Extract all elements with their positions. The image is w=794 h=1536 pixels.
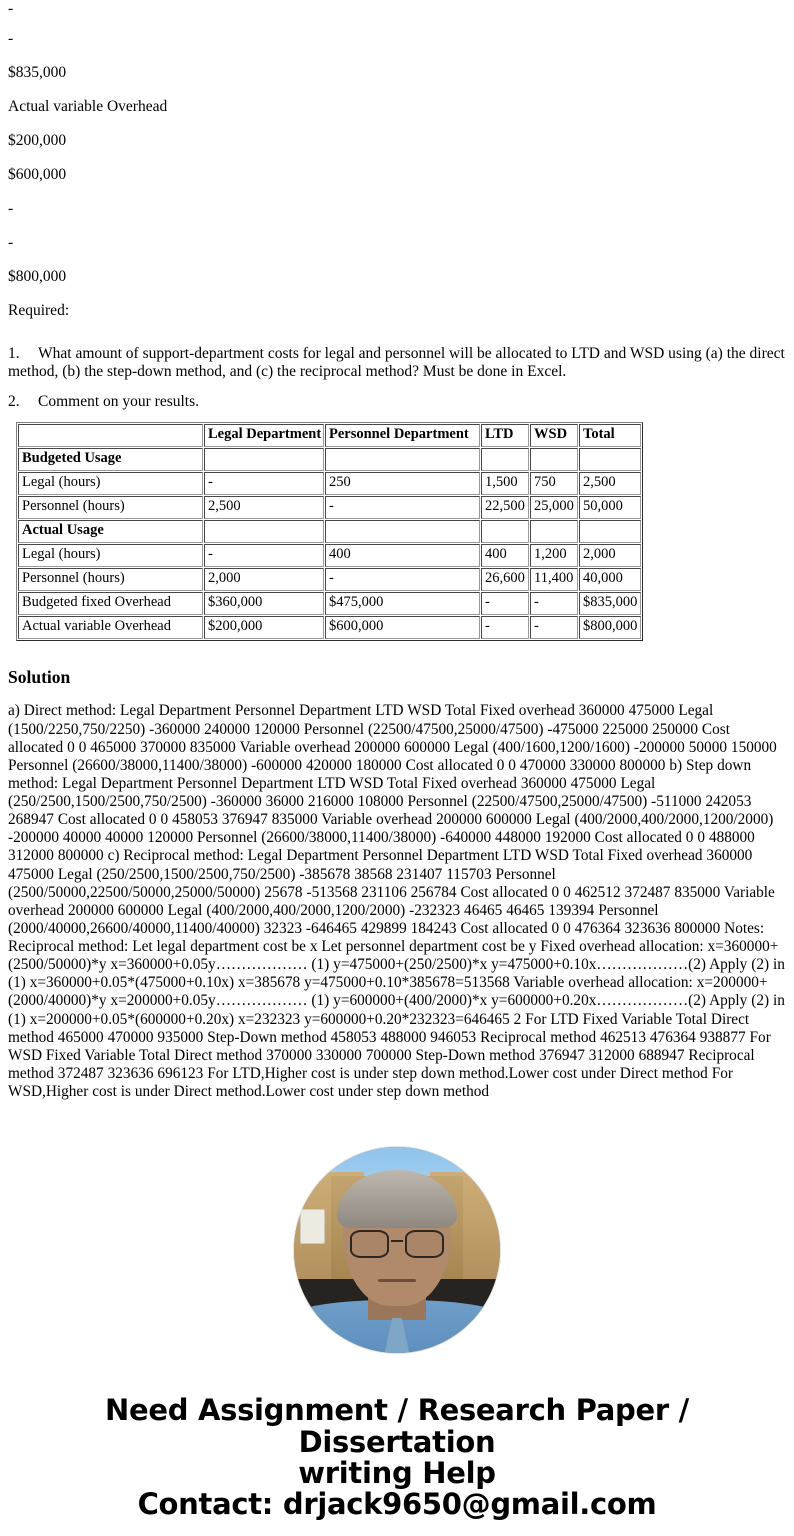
table-header-cell: Legal Department	[204, 424, 324, 447]
table-cell: 11,400	[530, 568, 578, 591]
table-cell	[204, 448, 324, 471]
table-cell	[481, 520, 529, 543]
table-group-actual-usage	[18, 520, 641, 591]
table-cell	[530, 448, 578, 471]
table-cell: $200,000	[204, 616, 324, 639]
required-item-2-text: Comment on your results.	[38, 392, 200, 410]
table-cell: 25,000	[530, 496, 578, 519]
lead-line: -	[8, 0, 14, 17]
table-group-overhead	[18, 592, 641, 639]
photo-person-glasses-left	[350, 1230, 389, 1259]
table-cell: -	[204, 472, 324, 495]
table-cell: Legal (hours)	[18, 544, 203, 567]
spacer	[8, 328, 786, 345]
table-cell: 22,500	[481, 496, 529, 519]
table-cell: $835,000	[579, 592, 641, 615]
required-item-1	[8, 345, 786, 381]
lead-line: -	[8, 200, 14, 218]
table-header-row	[18, 424, 641, 447]
table-header-cell	[18, 424, 203, 447]
table-cell	[579, 520, 641, 543]
table-cell: 400	[325, 544, 480, 567]
table-header-cell: Total	[579, 424, 641, 447]
table-cell: Personnel (hours)	[18, 568, 203, 591]
table-cell: Actual variable Overhead	[18, 616, 203, 639]
avatar	[294, 1147, 500, 1353]
table-row	[18, 496, 641, 519]
table-header-cell: Personnel Department	[325, 424, 480, 447]
table-row	[18, 616, 641, 639]
lead-line: -	[8, 234, 14, 252]
table-cell: Budgeted Usage	[18, 448, 203, 471]
table-cell: 1,200	[530, 544, 578, 567]
required-block	[8, 294, 786, 422]
table-cell: Personnel (hours)	[18, 496, 203, 519]
table-cell: 2,500	[579, 472, 641, 495]
lead-line: Actual variable Overhead	[8, 98, 168, 116]
table-cell: 250	[325, 472, 480, 495]
required-item-2-number: 2.	[8, 392, 20, 410]
table-row	[18, 568, 641, 591]
photo-background-switch	[300, 1209, 325, 1244]
lead-line: $800,000	[8, 268, 67, 286]
table-cell	[204, 520, 324, 543]
footer-line-2: writing Help	[298, 1455, 496, 1490]
table-cell: $360,000	[204, 592, 324, 615]
table-cell: -	[530, 616, 578, 639]
required-item-1-text: What amount of support-department costs for legal and personnel will be allocated to LTD and WSD using (a) the direct method, (b) the step-down method, and (c) the reciprocal method? Must be done in Excel.	[8, 345, 785, 380]
table-cell	[481, 448, 529, 471]
table-row	[18, 592, 641, 615]
required-item-1-number: 1.	[8, 345, 20, 362]
table-cell: 2,000	[579, 544, 641, 567]
table-row	[18, 472, 641, 495]
table-cell: 750	[530, 472, 578, 495]
table-cell: -	[481, 592, 529, 615]
table-cell: -	[325, 568, 480, 591]
table-cell: $800,000	[579, 616, 641, 639]
table-cell: 2,000	[204, 568, 324, 591]
table-cell: 50,000	[579, 496, 641, 519]
table-cell: 1,500	[481, 472, 529, 495]
table-cell: $475,000	[325, 592, 480, 615]
table-header-cell: WSD	[530, 424, 578, 447]
avatar-container	[8, 1147, 786, 1353]
table-row	[18, 448, 641, 471]
table-header-group	[18, 424, 641, 447]
lead-line: -	[8, 30, 14, 48]
lead-line: $600,000	[8, 166, 67, 184]
table-cell: 40,000	[579, 568, 641, 591]
table-cell	[325, 520, 480, 543]
spacer	[8, 410, 786, 422]
table-cell	[530, 520, 578, 543]
table-cell: -	[204, 544, 324, 567]
photo-person-glasses-bridge	[391, 1240, 403, 1242]
table-cell: -	[530, 592, 578, 615]
table-cell: Actual Usage	[18, 520, 203, 543]
photo-person-glasses-right	[405, 1230, 444, 1259]
table-row	[18, 520, 641, 543]
table-group-budgeted-usage	[18, 448, 641, 519]
lead-line: $835,000	[8, 64, 67, 82]
solution-heading: Solution	[8, 667, 71, 688]
photo-person-mouth	[378, 1279, 415, 1282]
table-cell: 26,600	[481, 568, 529, 591]
table-cell: Budgeted fixed Overhead	[18, 592, 203, 615]
table-cell: -	[325, 496, 480, 519]
footer-line-1: Need Assignment / Research Paper / Dissertation	[105, 1393, 689, 1459]
table-header-cell: LTD	[481, 424, 529, 447]
footer-line-3: Contact: drjack9650@gmail.com	[137, 1487, 657, 1522]
required-item-2	[8, 393, 786, 411]
table-row	[18, 544, 641, 567]
table-cell: 2,500	[204, 496, 324, 519]
usage-and-overhead-table	[16, 422, 643, 641]
table-cell: Legal (hours)	[18, 472, 203, 495]
table-cell	[325, 448, 480, 471]
spacer	[8, 381, 786, 393]
table-cell: -	[481, 616, 529, 639]
required-label: Required:	[8, 301, 70, 319]
table-cell: 400	[481, 544, 529, 567]
lead-line: $200,000	[8, 132, 67, 150]
lead-lines-block	[8, 0, 786, 294]
footer-contact-block	[8, 1395, 786, 1536]
table-cell: $600,000	[325, 616, 480, 639]
solution-body-text: a) Direct method: Legal Department Personnel Department LTD WSD Total Fixed overhead 360000 475000 Legal (1500/2250,750/2250) -360000 240000 120000 Personnel (22500/47500,25000/47500) -475000 225000 250000 Cost allocated 0 0 465000 370000 835000 Variable overhead 200000 600000 Legal (400/1600,1200/1600) -200000 50000 150000 Personnel (26600/38000,11400/38000) -600000 420000 180000 Cost allocated 0 0 470000 330000 800000 b) Step down method: Legal Department Personnel Department LTD WSD Total Fixed overhead 360000 475000 Legal (250/2500,1500/2500,750/2500) -360000 36000 216000 108000 Personnel (22500/47500,25000/47500) -511000 242053 268947 Cost allocated 0 0 458053 376947 835000 Variable overhead 200000 600000 Legal (400/2000,400/2000,1200/2000) -200000 40000 40000 120000 Personnel (26600/38000,11400/38000) -640000 448000 192000 Cost allocated 0 0 488000 312000 800000 c) Reciprocal method: Legal Department Personnel Department LTD WSD Total Fixed overhead 360000 475000 Legal (250/2500,1500/2500,750/2500) -385678 38568 231407 115703 Personnel (2500/50000,22500/50000,25000/50000) 25678 -513568 231106 256784 Cost allocated 0 0 462512 372487 835000 Variable overhead 200000 600000 Legal (400/2000,400/2000,1200/2000) -232323 46465 46465 139394 Personnel (2000/40000,26600/40000,11400/40000) 32323 -646465 429899 184243 Cost allocated 0 0 476364 323636 800000 Notes: Reciprocal method: Let legal department cost be x Let personnel department cost be y Fixed overhead allocation: x=360000+(2500/50000)*y x=360000+0.05y……………… (1) y=475000+(250/2500)*x y=475000+0.10x………………(2) Apply (2) in (1) x=360000+0.05*(475000+0.10x) x=385678 y=475000+0.10*385678=513568 Variable overhead allocation: x=200000+(2000/40000)*y x=200000+0.05y……………… (1) y=600000+(400/2000)*x y=600000+0.20x………………(2) Apply (2) in (1) x=200000+0.05*(600000+0.20x) x=232323 y=600000+0.20*232323=646465 2 For LTD Fixed Variable Total Direct method 465000 470000 935000 Step-Down method 458053 488000 946053 Reciprocal method 462513 476364 938877 For WSD Fixed Variable Total Direct method 370000 330000 700000 Step-Down method 376947 312000 688947 Reciprocal method 372487 323636 696123 For LTD,Higher cost is under step down method.Lower cost under Direct method For WSD,Higher cost is under Direct method.Lower cost under step down method	[8, 702, 785, 1101]
table-cell	[579, 448, 641, 471]
